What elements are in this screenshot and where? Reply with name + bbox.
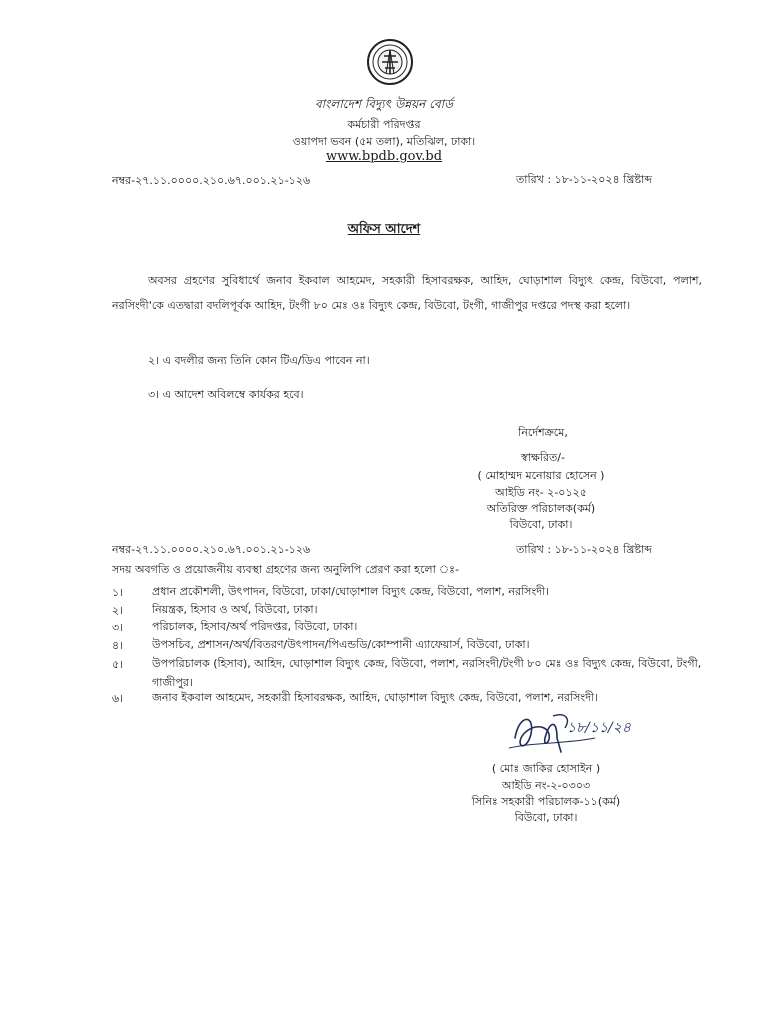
- order-clause-3: ৩। এ আদেশ অবিলম্বে কার্যকর হবে।: [148, 388, 304, 401]
- order-clause-2: ২। এ বদলীর জন্য তিনি কোন টিএ/ডিএ পাবেন না।: [148, 354, 370, 367]
- signatory-office: বিউবো, ঢাকা।: [509, 518, 573, 531]
- list-item-number: ৪।: [112, 639, 124, 652]
- org-name: বাংলাদেশ বিদ্যুৎ উন্নয়ন বোর্ড: [314, 97, 453, 111]
- order-paragraph: অবসর গ্রহণের সুবিধার্থে জনাব ইকবাল আহমেদ, সহকারী হিসাবরক্ষক, আহিদ, ঘোড়াশাল বিদ্যুৎ কেন্দ্র, বিউবো, পলাশ, নরসিংদী'কে এতদ্বারা বদলিপূর্বক আহিদ, টংগী ৮০ মেঃ ওঃ বিদ্যুৎ কেন্দ্র, বিউবো, টংগী, গাজীপুর দপ্তরে পদস্থ করা হলো।: [112, 274, 702, 312]
- handwritten-date: ১৮/১১/২৪: [567, 720, 631, 736]
- list-item-number: ২।: [112, 604, 124, 617]
- by-order-text: নির্দেশক্রমে,: [518, 426, 568, 439]
- copy-reference-date: তারিখ : ১৮-১১-২০২৪ খ্রিষ্টাব্দ: [516, 543, 652, 556]
- list-item: পরিচালক, হিসাব/অর্থ পরিদপ্তর, বিউবো, ঢাকা।: [152, 620, 358, 633]
- copy-intro: সদয় অবগতি ও প্রয়োজনীয় ব্যবস্থা গ্রহণের জন্য অনুলিপি প্রেরণ করা হলো ঃ-: [112, 563, 459, 576]
- reference-number: নম্বর-২৭.১১.০০০০.২১০.৬৭.০০১.২১-১২৬: [112, 174, 311, 187]
- list-item-number: ৬।: [112, 692, 124, 705]
- signatory2-office: বিউবো, ঢাকা।: [514, 811, 578, 824]
- page-title: অফিস আদেশ: [347, 222, 421, 237]
- list-item-number: ৫।: [112, 658, 124, 671]
- signatory2-id: আইডি নং-২-০৩০৩: [501, 779, 591, 792]
- signatory-name: ( মোহাম্মদ মনোয়ার হোসেন ): [477, 469, 605, 482]
- list-item-number: ১।: [112, 586, 124, 599]
- list-item: নিয়ন্ত্রক, হিসাব ও অর্থ, বিউবো, ঢাকা।: [152, 603, 318, 616]
- signatory-id: আইডি নং- ২-০১২৫: [495, 486, 587, 499]
- list-item: উপসচিব, প্রশাসন/অর্থ/বিতরণ/উৎপাদন/পিএন্ডডি/কোম্পানী এ্যাফেয়ার্স, বিউবো, ঢাকা।: [152, 638, 530, 651]
- signed-text: স্বাক্ষরিত/-: [521, 451, 565, 464]
- bpdb-logo-icon: [366, 38, 414, 86]
- website-link[interactable]: www.bpdb.gov.bd: [325, 149, 443, 164]
- list-item: উপপরিচালক (হিসাব), আহিদ, ঘোড়াশাল বিদ্যুৎ কেন্দ্র, বিউবো, পলাশ, নরসিংদী/টংগী ৮০ মেঃ ওঃ বিদ্যুৎ কেন্দ্র, বিউবো, টংগী, গাজীপুর।: [152, 657, 702, 689]
- signatory-designation: অতিরিক্ত পরিচালক(কর্ম): [486, 502, 596, 515]
- signatory2-designation: সিনিঃ সহকারী পরিচালক-১১(কর্ম): [471, 795, 621, 808]
- list-item: প্রধান প্রকৌশলী, উৎপাদন, বিউবো, ঢাকা/ঘোড়াশাল বিদ্যুৎ কেন্দ্র, বিউবো, পলাশ, নরসিংদী।: [152, 585, 550, 598]
- list-item-number: ৩।: [112, 621, 124, 634]
- copy-reference-number: নম্বর-২৭.১১.০০০০.২১০.৬৭.০০১.২১-১২৬: [112, 543, 311, 556]
- department-name: কর্মচারী পরিদপ্তর: [347, 118, 421, 131]
- signatory2-name: ( মোঃ জাকির হোসাইন ): [491, 762, 601, 775]
- reference-date: তারিখ : ১৮-১১-২০২৪ খ্রিষ্টাব্দ: [516, 173, 652, 186]
- office-address: ওয়াপদা ভবন (৫ম তলা), মতিঝিল, ঢাকা।: [292, 135, 476, 148]
- list-item: জনাব ইকবাল আহমেদ, সহকারী হিসাবরক্ষক, আহিদ, ঘোড়াশাল বিদ্যুৎ কেন্দ্র, বিউবো, পলাশ, নরসিংদী।: [152, 691, 598, 704]
- handwritten-signature: [505, 708, 645, 764]
